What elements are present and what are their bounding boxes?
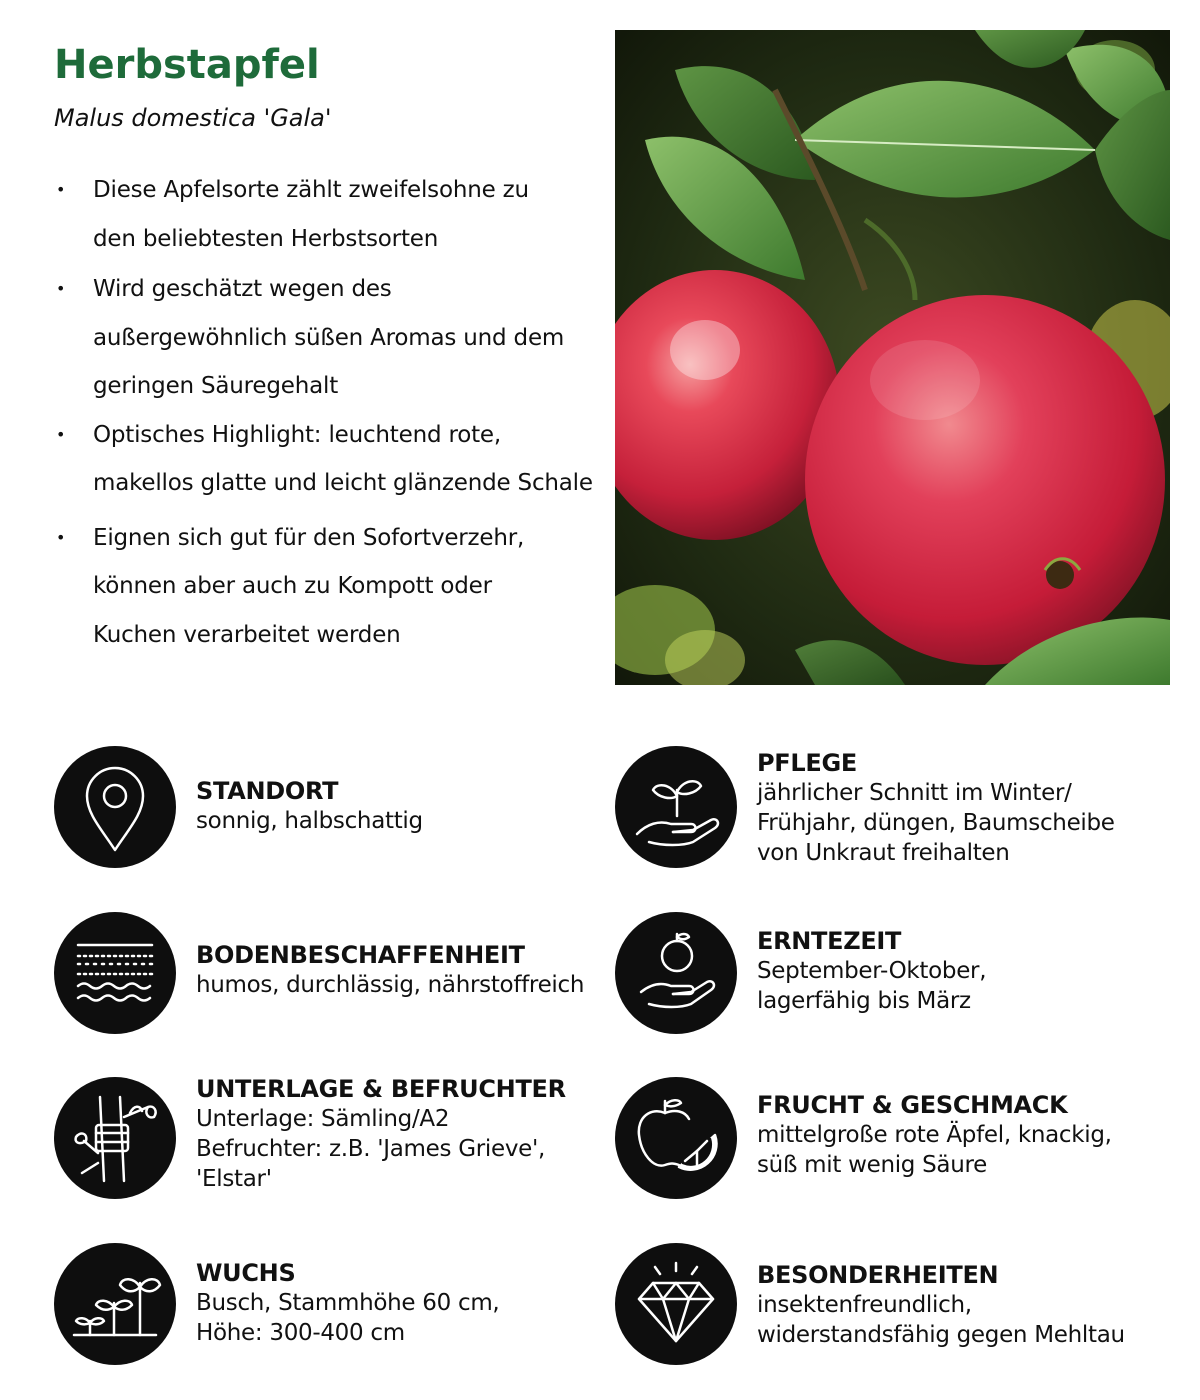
soil-layers-icon bbox=[54, 912, 176, 1034]
feature-text: 'Elstar' bbox=[196, 1166, 272, 1192]
feature-title: ERNTEZEIT bbox=[757, 927, 902, 955]
feature-title: WUCHS bbox=[196, 1259, 296, 1287]
feature-text: mittelgroße rote Äpfel, knackig, bbox=[757, 1122, 1112, 1148]
feature-text: lagerfähig bis März bbox=[757, 988, 971, 1014]
bullet-line: geringen Säuregehalt bbox=[93, 373, 339, 399]
feature-text: humos, durchlässig, nährstoffreich bbox=[196, 972, 585, 998]
plant-in-hand-icon bbox=[615, 746, 737, 868]
bullet-line: können aber auch zu Kompott oder bbox=[93, 573, 492, 599]
fruit-in-hand-icon bbox=[615, 912, 737, 1034]
location-pin-icon bbox=[54, 746, 176, 868]
apple-photo bbox=[615, 30, 1170, 685]
feature-text: jährlicher Schnitt im Winter/ bbox=[757, 780, 1072, 806]
feature-text: Busch, Stammhöhe 60 cm, bbox=[196, 1290, 500, 1316]
feature-bullet-list bbox=[54, 166, 604, 663]
botanical-name: Malus domestica 'Gala' bbox=[54, 104, 332, 132]
bullet-line: makellos glatte und leicht glänzende Schale bbox=[93, 470, 593, 496]
apple-orange-icon bbox=[615, 1077, 737, 1199]
bullet-line: Diese Apfelsorte zählt zweifelsohne zu bbox=[93, 177, 529, 203]
feature-text: süß mit wenig Säure bbox=[757, 1152, 987, 1178]
feature-text: Unterlage: Sämling/A2 bbox=[196, 1106, 450, 1132]
grafting-icon bbox=[54, 1077, 176, 1199]
feature-text: sonnig, halbschattig bbox=[196, 808, 423, 834]
feature-title: BESONDERHEITEN bbox=[757, 1261, 999, 1289]
feature-text: insektenfreundlich, bbox=[757, 1292, 972, 1318]
bullet-dot-icon: • bbox=[56, 527, 66, 547]
bullet-item bbox=[54, 514, 604, 660]
feature-text: von Unkraut freihalten bbox=[757, 840, 1010, 866]
feature-text: Befruchter: z.B. 'James Grieve', bbox=[196, 1136, 546, 1162]
bullet-item bbox=[54, 411, 604, 508]
feature-text: widerstandsfähig gegen Mehltau bbox=[757, 1322, 1125, 1348]
bullet-dot-icon: • bbox=[56, 424, 66, 444]
feature-title: FRUCHT & GESCHMACK bbox=[757, 1091, 1068, 1119]
bullet-line: Kuchen verarbeitet werden bbox=[93, 621, 401, 648]
feature-text: September-Oktober, bbox=[757, 958, 987, 984]
bullet-line: Wird geschätzt wegen des bbox=[93, 276, 392, 302]
bullet-item bbox=[54, 166, 604, 263]
bullet-item bbox=[54, 265, 604, 411]
feature-title: PFLEGE bbox=[757, 749, 857, 777]
feature-title: UNTERLAGE & BEFRUCHTER bbox=[196, 1075, 566, 1103]
bullet-dot-icon: • bbox=[56, 279, 66, 298]
feature-title: BODENBESCHAFFENHEIT bbox=[196, 941, 525, 969]
bullet-line: außergewöhnlich süßen Aromas und dem bbox=[93, 324, 565, 351]
feature-text: Frühjahr, düngen, Baumscheibe bbox=[757, 810, 1115, 836]
feature-text: Höhe: 300-400 cm bbox=[196, 1320, 405, 1346]
diamond-icon bbox=[615, 1243, 737, 1365]
bullet-line: Optisches Highlight: leuchtend rote, bbox=[93, 421, 501, 448]
bullet-dot-icon: • bbox=[56, 180, 66, 199]
bullet-line: Eignen sich gut für den Sofortverzehr, bbox=[93, 524, 525, 551]
bullet-line: den beliebtesten Herbstsorten bbox=[93, 225, 439, 252]
seedlings-icon bbox=[54, 1243, 176, 1365]
page-title: Herbstapfel bbox=[54, 42, 320, 88]
feature-title: STANDORT bbox=[196, 777, 339, 805]
